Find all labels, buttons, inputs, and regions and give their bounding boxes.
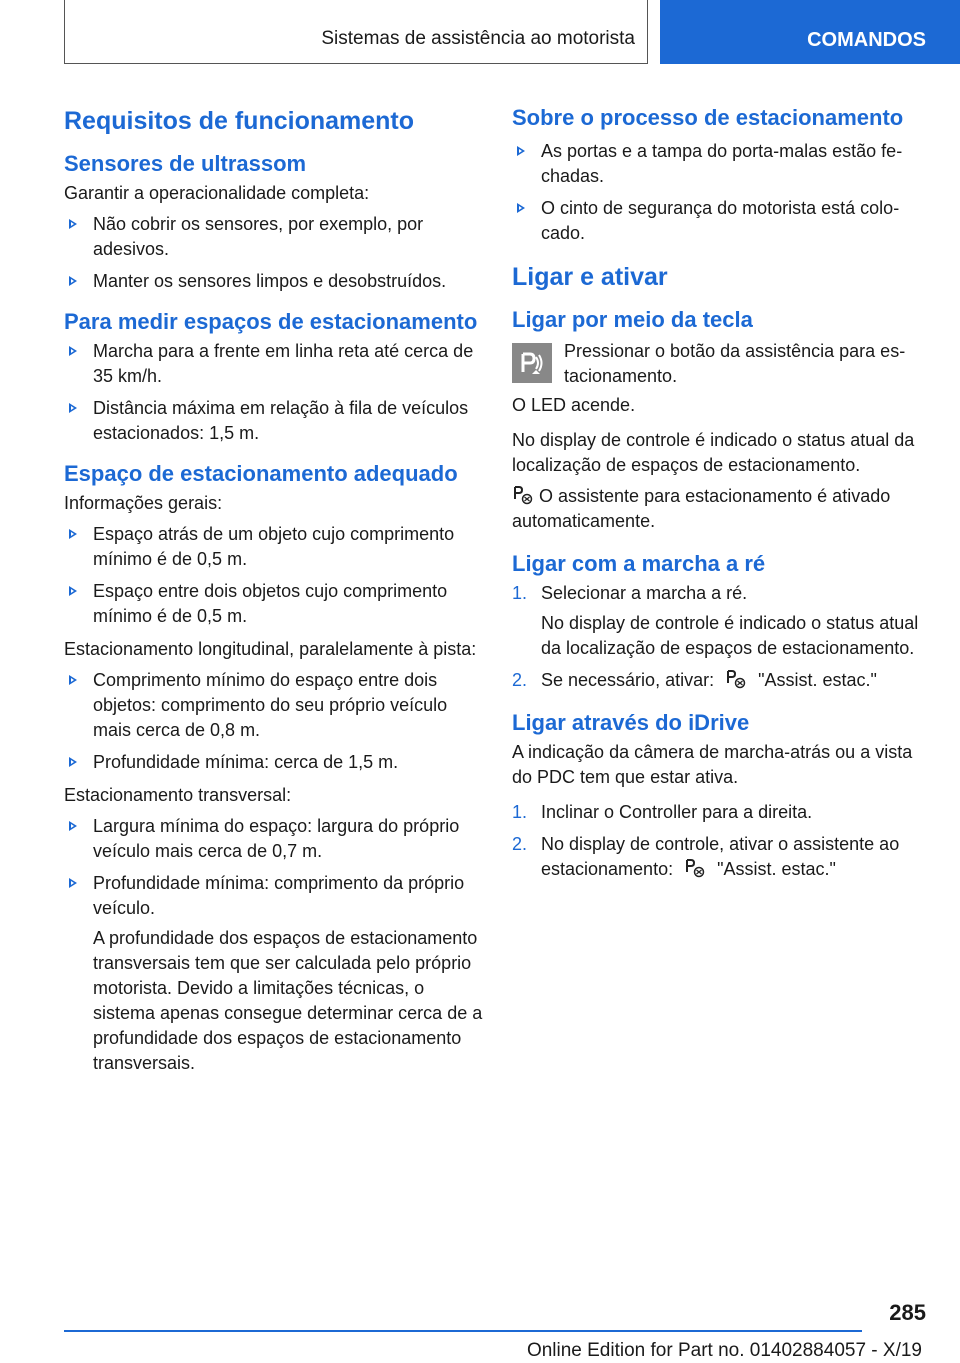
right-column (512, 96, 932, 890)
paragraph: Informações gerais: (64, 493, 223, 513)
paragraph: Estacionamento longitudinal, paralelamente à pista: (64, 639, 477, 659)
bullet-triangle-icon (69, 529, 77, 539)
paragraph: Estacionamento transversal: (64, 785, 292, 805)
button-instruction (512, 339, 932, 389)
list-item: Distância máxima em relação à fila de veículos estacionados: 1,5 m. (64, 396, 484, 446)
list-item: Profundidade mínima: comprimento da próprio veículo. A profundidade dos espaços de estacionamento transversais tem que ser calculada pelo próprio motorista. Devido a limitações técnicas, o sistema apenas consegue determinar cerca de a profundidade dos espaços de estacionamento transversais. (64, 871, 484, 1076)
list-item: Largura mínima do espaço: largura do próprio veículo mais cerca de 0,7 m. (64, 814, 484, 864)
heading-parking-process: Sobre o processo de estacionamento (512, 105, 904, 130)
bullet-triangle-icon (517, 203, 525, 213)
list-item: Espaço atrás de um objeto cujo comprimento mínimo é de 0,5 m. (64, 522, 484, 572)
paragraph: A indicação da câmera de marcha-atrás ou a vista do PDC tem que estar ativa. (512, 742, 913, 787)
section-title: Sistemas de assistência ao motorista (321, 28, 635, 49)
bullet-triangle-icon (69, 346, 77, 356)
paragraph: Pressionar o botão da assistência para estacionamento. (564, 341, 906, 386)
paragraph: No display de controle é indicado o status atual da localização de espaços de estacionamento. (512, 430, 915, 475)
bullet-triangle-icon (69, 757, 77, 767)
list-item: Comprimento mínimo do espaço entre dois objetos: comprimento do seu próprio veículo mais cerca de 0,8 m. (64, 668, 484, 743)
list-item: Marcha para a frente em linha reta até cerca de 35 km/h. (64, 339, 484, 389)
heading-switch-on: Ligar e ativar (512, 263, 668, 291)
heading-requirements: Requisitos de funcionamento (64, 107, 415, 135)
numbered-list (512, 800, 932, 882)
bullet-list (64, 339, 484, 446)
page-number: 285 (889, 1300, 926, 1325)
list-item: Não cobrir os sensores, por exemplo, por adesivos. (64, 212, 484, 262)
parking-assist-icon (512, 485, 534, 505)
bullet-triangle-icon (69, 219, 77, 229)
heading-suitable-space: Espaço de estacionamento adequado (64, 461, 458, 486)
bullet-triangle-icon (517, 146, 525, 156)
list-item: Manter os sensores limpos e desobstruídos. (64, 269, 484, 294)
bullet-list (64, 668, 484, 775)
list-item: 2. No display de controle, ativar o assistente ao estacionamento: "Assist. estac." (512, 834, 900, 879)
list-item: As portas e a tampa do porta-malas estão fechadas. (512, 139, 932, 189)
bullet-list (64, 522, 484, 629)
bullet-list (512, 139, 932, 246)
bullet-triangle-icon (69, 878, 77, 888)
heading-reverse-gear: Ligar com a marcha a ré (512, 551, 766, 576)
chapter-tab[interactable] (660, 0, 960, 64)
heading-via-idrive: Ligar através do iDrive (512, 710, 750, 735)
bullet-triangle-icon (69, 276, 77, 286)
bullet-triangle-icon (69, 821, 77, 831)
list-item: Espaço entre dois objetos cujo comprimento mínimo é de 0,5 m. (64, 579, 484, 629)
list-item: Profundidade mínima: cerca de 1,5 m. (64, 750, 484, 775)
sub-paragraph: No display de controle é indicado o status atual da localização de espaços de estacionamento. (541, 613, 919, 658)
heading-ultrasonic-sensors: Sensores de ultrassom (64, 151, 307, 176)
list-item: 1. Selecionar a marcha a ré. No display de controle é indicado o status atual da localização de espaços de estacionamento. (512, 581, 932, 661)
header-box (64, 0, 648, 64)
numbered-list (512, 581, 932, 693)
bullet-triangle-icon (69, 403, 77, 413)
footer-divider (64, 1330, 862, 1332)
bullet-list (64, 814, 484, 1076)
note-paragraph: A profundidade dos espaços de estacionamento transversais tem que ser calculada pelo próprio motorista. Devido a limitações técnicas, o sistema apenas consegue determinar cerca de a profundidade dos espaços de estacionamento transversais. (93, 928, 483, 1073)
bullet-triangle-icon (69, 675, 77, 685)
bullet-triangle-icon (69, 586, 77, 596)
paragraph: Garantir a operacionalidade completa: (64, 183, 370, 203)
parking-assist-icon (684, 858, 706, 878)
bullet-list (64, 212, 484, 294)
list-item: O cinto de segurança do motorista está colocado. (512, 196, 932, 246)
chapter-tab-label: COMANDOS (807, 29, 926, 51)
heading-via-button: Ligar por meio da tecla (512, 307, 753, 332)
parking-assist-icon (725, 669, 747, 689)
list-item: 1. Inclinar o Controller para a direita. (512, 802, 813, 822)
paragraph: O LED acende. (512, 395, 636, 415)
edition-footer: Online Edition for Part no. 01402884057 - X/19 (526, 1340, 922, 1361)
heading-measure-spaces: Para medir espaços de estacionamento (64, 309, 478, 334)
left-column (64, 96, 484, 1084)
list-item: 2. Se necessário, ativar: "Assist. estac." (512, 670, 877, 690)
parking-assist-button-icon (512, 343, 552, 383)
paragraph: O assistente para estacionamento é ativado automaticamente. (512, 486, 891, 531)
